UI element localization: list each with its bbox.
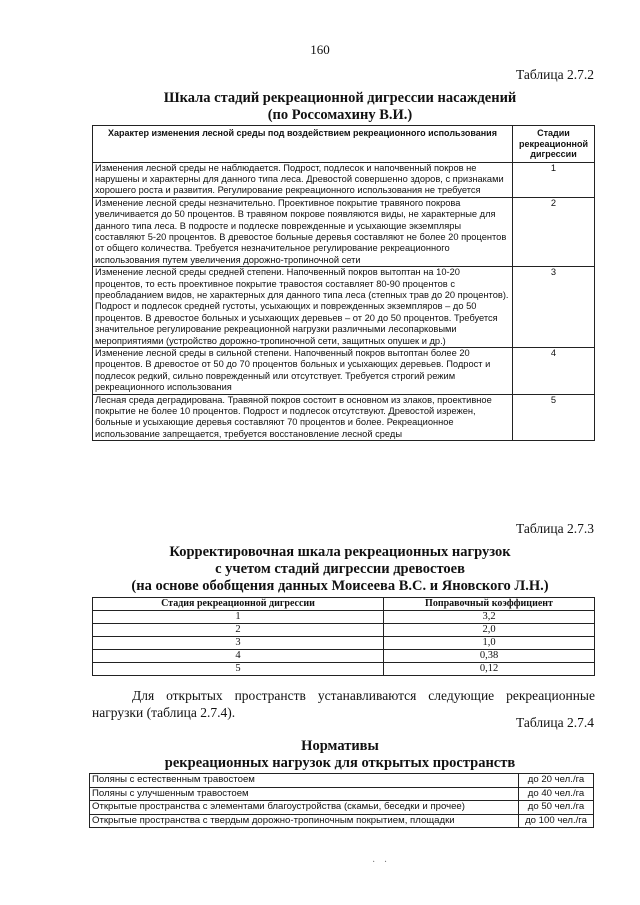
- table-row: [93, 624, 595, 637]
- scan-artifact: · ·: [372, 857, 391, 868]
- table-row: [93, 394, 595, 441]
- table-row: [93, 348, 595, 395]
- table-row: [93, 663, 595, 676]
- stage-number: 1: [513, 162, 595, 197]
- stage-cell: 3: [93, 637, 384, 650]
- table-title-line: с учетом стадий дигрессии древостоев: [215, 561, 465, 577]
- table-header-row: [93, 598, 595, 611]
- stage-number: 3: [513, 267, 595, 348]
- space-type-cell: Поляны с улучшенным травостоем: [90, 787, 519, 801]
- table-row: [93, 611, 595, 624]
- table-row: [93, 197, 595, 266]
- paragraph-line: Для открытых пространств устанавливаются следующие рекреационные: [132, 688, 595, 703]
- open-space-norms-table: [89, 773, 594, 828]
- load-value-cell: до 40 чел./га: [519, 787, 594, 801]
- stage-cell: 4: [93, 650, 384, 663]
- digression-stages-table: [92, 125, 595, 441]
- load-value-cell: до 20 чел./га: [519, 774, 594, 788]
- stage-number: 2: [513, 197, 595, 266]
- table-row: [93, 637, 595, 650]
- coefficient-cell: 0,12: [384, 663, 595, 676]
- space-type-cell: Поляны с естественным травостоем: [90, 774, 519, 788]
- table-title-2-7-3: [60, 544, 620, 595]
- stage-description: Изменение лесной среды в сильной степени. Напочвенный покров вытоптан более 20 процентов. В древостое от 50 до 70 процентов больных и усыхающих деревьев. Подрост и подлесок редкий, сильно поврежденный или отсутствует. Требуется строгий режим рекреационного использования: [93, 348, 513, 395]
- page-number: 160: [310, 42, 330, 57]
- table-caption-2-7-2: Таблица 2.7.2: [516, 67, 594, 82]
- stage-number: 5: [513, 394, 595, 441]
- column-header-coefficient: Поправочный коэффициент: [384, 598, 595, 611]
- stage-cell: 5: [93, 663, 384, 676]
- space-type-cell: Открытые пространства с элементами благоустройства (скамьи, беседки и прочее): [90, 801, 519, 815]
- table-title-line: Нормативы: [301, 738, 379, 754]
- coefficient-cell: 2,0: [384, 624, 595, 637]
- table-row: [90, 787, 594, 801]
- paragraph-line: нагрузки (таблица 2.7.4).: [92, 705, 236, 720]
- table-row: [93, 650, 595, 663]
- table-caption-2-7-4: Таблица 2.7.4: [516, 715, 594, 730]
- table-title-2-7-2: [80, 90, 600, 124]
- table-row: [90, 801, 594, 815]
- table-row: [93, 267, 595, 348]
- stage-cell: 2: [93, 624, 384, 637]
- correction-coefficients-table: [92, 597, 595, 676]
- stage-number: 4: [513, 348, 595, 395]
- stage-description: Изменение лесной среды незначительно. Проективное покрытие травяного покрова увеличивается до 50 процентов. В травяном покрове появляются виды, не характерные для данного типа леса. В подросте и подлеске поврежденные и усыхающие экземпляры составляют 5-20 процентов. В древостое больные деревья составляют не более 20 процентов от общего количества. Требуется незначительное регулирование рекреационного использования путем увеличения дорожно-тропиночной сети: [93, 197, 513, 266]
- table-title-line: Корректировочная шкала рекреационных нагрузок: [169, 544, 511, 560]
- column-header-description: Характер изменения лесной среды под воздействием рекреационного использования: [93, 126, 513, 163]
- load-value-cell: до 100 чел./га: [519, 814, 594, 828]
- table-title-line: Шкала стадий рекреационной дигрессии насаждений: [163, 90, 517, 106]
- coefficient-cell: 1,0: [384, 637, 595, 650]
- stage-description: Лесная среда деградирована. Травяной покров состоит в основном из злаков, проективное покрытие не более 10 процентов. Подрост и подлесок отсутствуют. Древостой изрежен, больные и усыхающие деревья составляют 70 процентов и более. Рекреационное использование запрещается, требуется восстановление лесной среды: [93, 394, 513, 441]
- table-row: [90, 774, 594, 788]
- column-header-stage: Стадия рекреационной дигрессии: [93, 598, 384, 611]
- table-title-line: рекреационных нагрузок для открытых пространств: [164, 755, 516, 771]
- table-header-row: [93, 126, 595, 163]
- stage-description: Изменения лесной среды не наблюдается. Подрост, подлесок и напочвенный покров не нарушены и характерны для данного типа леса. Древостой совершенно здоров, с признаками хорошего роста и развития. Регулирование рекреационного использования не требуется: [93, 162, 513, 197]
- table-title-line: (на основе обобщения данных Моисеева В.С. и Яновского Л.Н.): [131, 578, 549, 594]
- table-title-2-7-4: [80, 738, 600, 772]
- table-row: [93, 162, 595, 197]
- table-caption-2-7-3: Таблица 2.7.3: [516, 521, 594, 536]
- coefficient-cell: 0,38: [384, 650, 595, 663]
- load-value-cell: до 50 чел./га: [519, 801, 594, 815]
- coefficient-cell: 3,2: [384, 611, 595, 624]
- space-type-cell: Открытые пространства с твердым дорожно-тропиночным покрытием, площадки: [90, 814, 519, 828]
- table-row: [90, 814, 594, 828]
- table-title-line: (по Россомахину В.И.): [267, 107, 413, 123]
- stage-description: Изменение лесной среды средней степени. Напочвенный покров вытоптан на 10-20 процентов, то есть проективное покрытие травостоя составляет 80-90 процентов с преобладанием видов, не характерных для данного типа леса (степных трав до 20 процентов). Подрост и подлесок средней густоты, усыхающих и поврежденных экземпляров – до 50 процентов. В древостое больных и усыхающих деревьев – от 20 до 50 процентов. Требуется значительное регулирование рекреационной нагрузки различными лесопарковыми мероприятиями (устройство дорожно-тропиночной сети, защитных опушек и др.): [93, 267, 513, 348]
- stage-cell: 1: [93, 611, 384, 624]
- column-header-stage: Стадии рекреационной дигрессии: [513, 126, 595, 163]
